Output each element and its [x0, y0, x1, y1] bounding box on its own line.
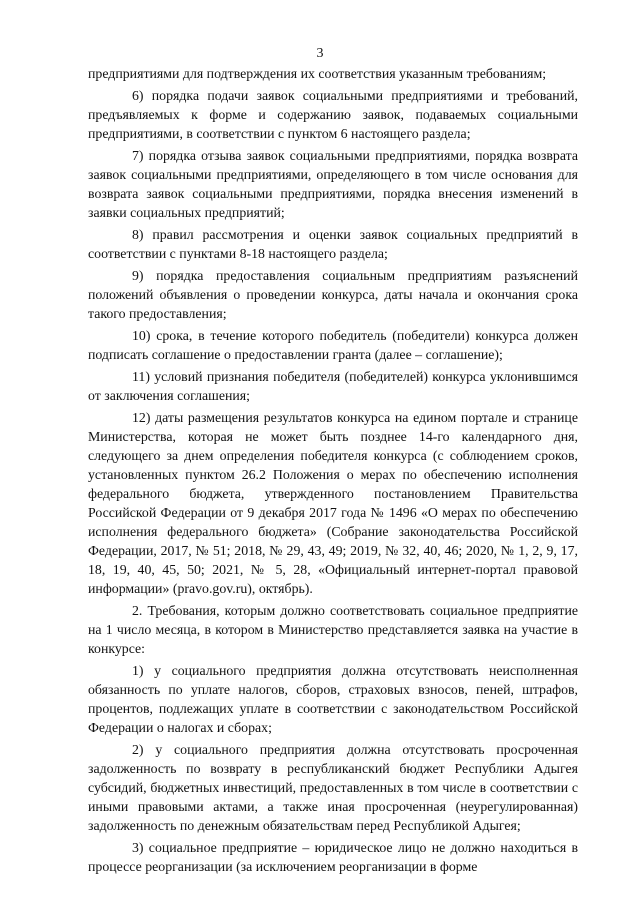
paragraph-item-10: 10) срока, в течение которого победитель (победители) конкурса должен подписать соглашение о предоставлении гранта (далее – соглашение); — [88, 328, 578, 362]
paragraph-requirement-2: 2) у социального предприятия должна отсутствовать просроченная задолженность по возврату в республиканский бюджет Республики Адыгея субсидий, бюджетных инвестиций, предоставленных в том числе в соответствии с иными правовыми актами, а также иная просроченная (неурегулированная) задолженность по денежным обязательствам перед Республикой Адыгея; — [88, 742, 578, 833]
paragraph-item-9: 9) порядка предоставления социальным предприятиям разъяснений положений объявления о проведении конкурса, даты начала и окончания срока такого предоставления; — [88, 268, 578, 321]
paragraph-requirement-3: 3) социальное предприятие – юридическое лицо не должно находиться в процессе реорганизации (за исключением реорганизации в форме — [88, 840, 578, 874]
paragraph-item-7: 7) порядка отзыва заявок социальными предприятиями, порядка возврата заявок социальными предприятиями, определяющего в том числе основания для возврата заявок социальными предприятиями, порядка внесения изменений в заявки социальных предприятий; — [88, 148, 578, 220]
paragraph-item-6: 6) порядка подачи заявок социальными предприятиями и требований, предъявляемых к форме и содержанию заявок, подаваемых социальными предприятиями, в соответствии с пунктом 6 настоящего раздела; — [88, 88, 578, 141]
paragraph-section-2: 2. Требования, которым должно соответствовать социальное предприятие на 1 число месяца, в котором в Министерство представляется заявка на участие в конкурсе: — [88, 603, 578, 656]
paragraph-item-8: 8) правил рассмотрения и оценки заявок социальных предприятий в соответствии с пунктами 8-18 настоящего раздела; — [88, 227, 578, 261]
paragraph-item-11: 11) условий признания победителя (победителей) конкурса уклонившимся от заключения соглашения; — [88, 369, 578, 403]
paragraph-continuation: предприятиями для подтверждения их соответствия указанным требованиям; — [88, 66, 547, 81]
paragraph-item-12: 12) даты размещения результатов конкурса на едином портале и странице Министерства, которая не может быть позднее 14-го календарного дня, следующего за днем определения победителя конкурса (с соблюдением сроков, установленных пунктом 26.2 Положения о мерах по обеспечению исполнения федерального бюджета, утвержденного постановлением Правительства Российской Федерации от 9 декабря 2017 года № 1496 «О мерах по обеспечению исполнения федерального бюджета» (Собрание законодательства Российской Федерации, 2017, № 51; 2018, № 29, 43, 49; 2019, № 32, 40, 46; 2020, № 1, 2, 9, 17, 18, 19, 40, 45, 50; 2021, № 5, 28, «Официальный интернет-портал правовой информации» (pravo.gov.ru), октябрь). — [88, 410, 578, 596]
document-body — [88, 64, 578, 879]
paragraph-requirement-1: 1) у социального предприятия должна отсутствовать неисполненная обязанность по уплате налогов, сборов, страховых взносов, пеней, штрафов, процентов, подлежащих уплате в соответствии с законодательством Российской Федерации о налогах и сборах; — [88, 663, 578, 735]
page-number: 3 — [316, 46, 324, 61]
